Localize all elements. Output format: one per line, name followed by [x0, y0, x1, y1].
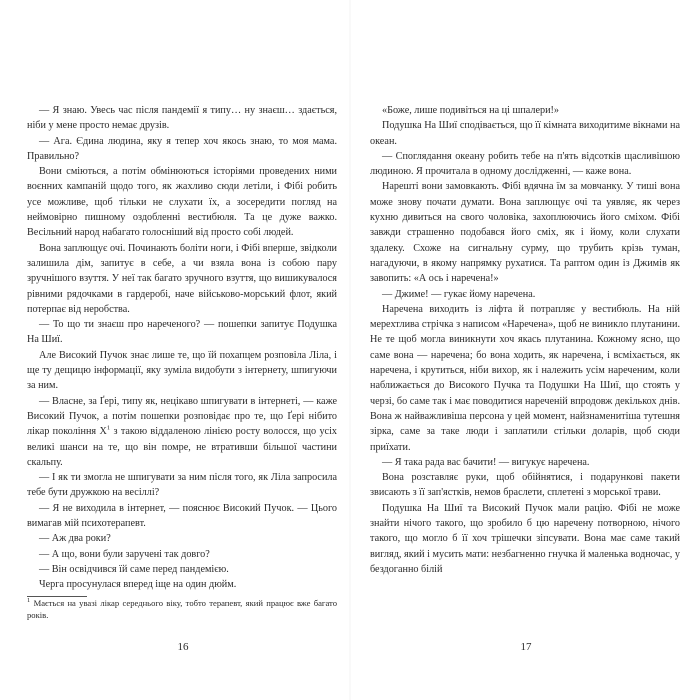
paragraph: — Споглядання океану робить тебе на п'ять відсотків щасливішою людиною. Я прочитала в одному дослідженні, — каже вона. — [370, 150, 680, 178]
paragraph: — Він освідчився їй саме перед пандемією. — [39, 563, 229, 575]
right-page-text — [370, 103, 680, 577]
page-number-right: 17 — [520, 641, 532, 653]
book-gutter — [349, 0, 351, 700]
paragraph: Подушка На Шиї сподівається, що її кімната виходитиме вікнами на океан. — [370, 120, 680, 147]
paragraph: — Аж два роки? — [39, 533, 111, 545]
paragraph: Нарешті вони замовкають. Фібі вдячна їм за мовчанку. У тиші вона може знову почати думати. Вона заплющує очі та уявляє, як через кухню дивиться на свого чоловіка, захоплюючись його сміхом. Фібі завжди страшенно подобався його сміх, як і йому, коли слухати здалеку. Схоже на сигнальну сурму, що трубить крізь туман, нагадуючи, в якому напрямку рухатися. Та раптом один із Джимів як завопить: «А ось і наречена!» — [370, 181, 680, 285]
paragraph: Подушка На Шиї та Високий Пучок мали рацію. Фібі не може знайти нічого такого, що зробило б цю наречену потворною, нічого такого, що могло б її хоч трішечки зіпсувати. Вона має саме такий вигляд, який і мусить мати: незбагненно гнучка й маленька водночас, у бездоганно білій — [370, 502, 680, 575]
footnote-text: Мається на увазі лікар середнього віку, тобто терапевт, який працює вже багато років. — [27, 597, 337, 620]
paragraph: Вони сміються, а потім обмінюються історіями проведених ними воєнних кампаній щодо того, як жахливо сюди летіли, і Фібі робить усе можливе, щоб тільки не слухати їх, а зосередити погляд на неймовірно пишному оздобленні вестибюля. Та це дуже важко. Весільний народ набагато голосніший від просто собі людей. — [27, 166, 337, 239]
paragraph: — Я не виходила в інтернет, — пояснює Високий Пучок. — Цього вимагав мій психотерапевт. — [27, 502, 337, 530]
paragraph: «Боже, лише подивіться на ці шпалери!» — [382, 105, 560, 116]
paragraph: — Ага. Єдина людина, яку я тепер хоч якось знаю, то моя мама. Правильно? — [27, 135, 337, 162]
paragraph-with-footnote-ref: — Власне, за Ґері, типу як, нецікаво шпигувати в інтернеті, — каже Високий Пучок, а потім пошепки розповідає про те, що Ґері нібито лікар покоління $Х^1$ з такою віддаленою лінією росту волосся, що усіх великі шанси на те, що він помре, не втративши більшої частини скальпу. — [27, 395, 337, 468]
paragraph: — А що, вони були заручені так довго? — [39, 548, 210, 560]
paragraph: — І як ти змогла не шпигувати за ним після того, як Ліла запросила тебе бути дружкою на весіллі? — [27, 472, 337, 499]
paragraph: — Я знаю. Увесь час після пандемії я типу… ну знаєш… здається, ніби у мене просто немає друзів. — [27, 105, 337, 132]
footnote-ref-marker: 1 — [106, 424, 111, 432]
paragraph: Вона розставляє руки, щоб обійнятися, і подарункові пакети звисають з її зап'ястків, немов браслети, сплетені з морської трави. — [370, 472, 680, 499]
page-number-left: 16 — [177, 641, 189, 653]
paragraph: Черга просунулася вперед іще на один дюйм. — [39, 579, 237, 591]
paragraph: — То що ти знаєш про нареченого? — пошепки запитує Подушка На Шиї. — [27, 319, 337, 346]
paragraph: Але Високий Пучок знає лише те, що їй похапцем розповіла Ліла, і ще ту дещицю інформації, яку зуміла видобути з інтернету, шпигуючи за ним. — [27, 349, 337, 392]
paragraph: Вона заплющує очі. Починають боліти ноги, і Фібі вперше, звідколи залишила дім, запитує в себе, а чи взяла вона із собою пару зручнішого взуття. У неї так багато зручного взуття, що вишикувалося рівними рядочками в гардеробі, наче військово-морський флот, який потерпає від неробства. — [27, 242, 337, 315]
footnote-marker: 1 — [27, 596, 31, 604]
paragraph: — Я така рада вас бачити! — вигукує наречена. — [382, 456, 590, 468]
footnote — [27, 597, 337, 621]
paragraph: — Джиме! — гукає йому наречена. — [382, 288, 536, 300]
left-page-text — [27, 103, 337, 621]
paragraph: Наречена виходить із ліфта й потрапляє у вестибюль. На ній мерехтлива стрічка з написом «Наречена», щоб не виникло плутанини. Не те щоб могла виникнути хоч якась плутанина. Кожному ясно, що саме вона — наречена; бо вона ходить, як наречена, і всміхається, як наречена, і крутиться, ніби вихор, як і належить усім нареченим, коли наближається до Високого Пучка та Подушки На Шиї, що стоять у черзі, бо саме так і має поводитися нареченій впродовж декількох днів. Вона ж найважливіша персона у цей момент, найзнаменитіша тутешня зірка, саме за таке люди і заплатили стільки доларів, щоб сюди приїхати. — [370, 303, 680, 453]
